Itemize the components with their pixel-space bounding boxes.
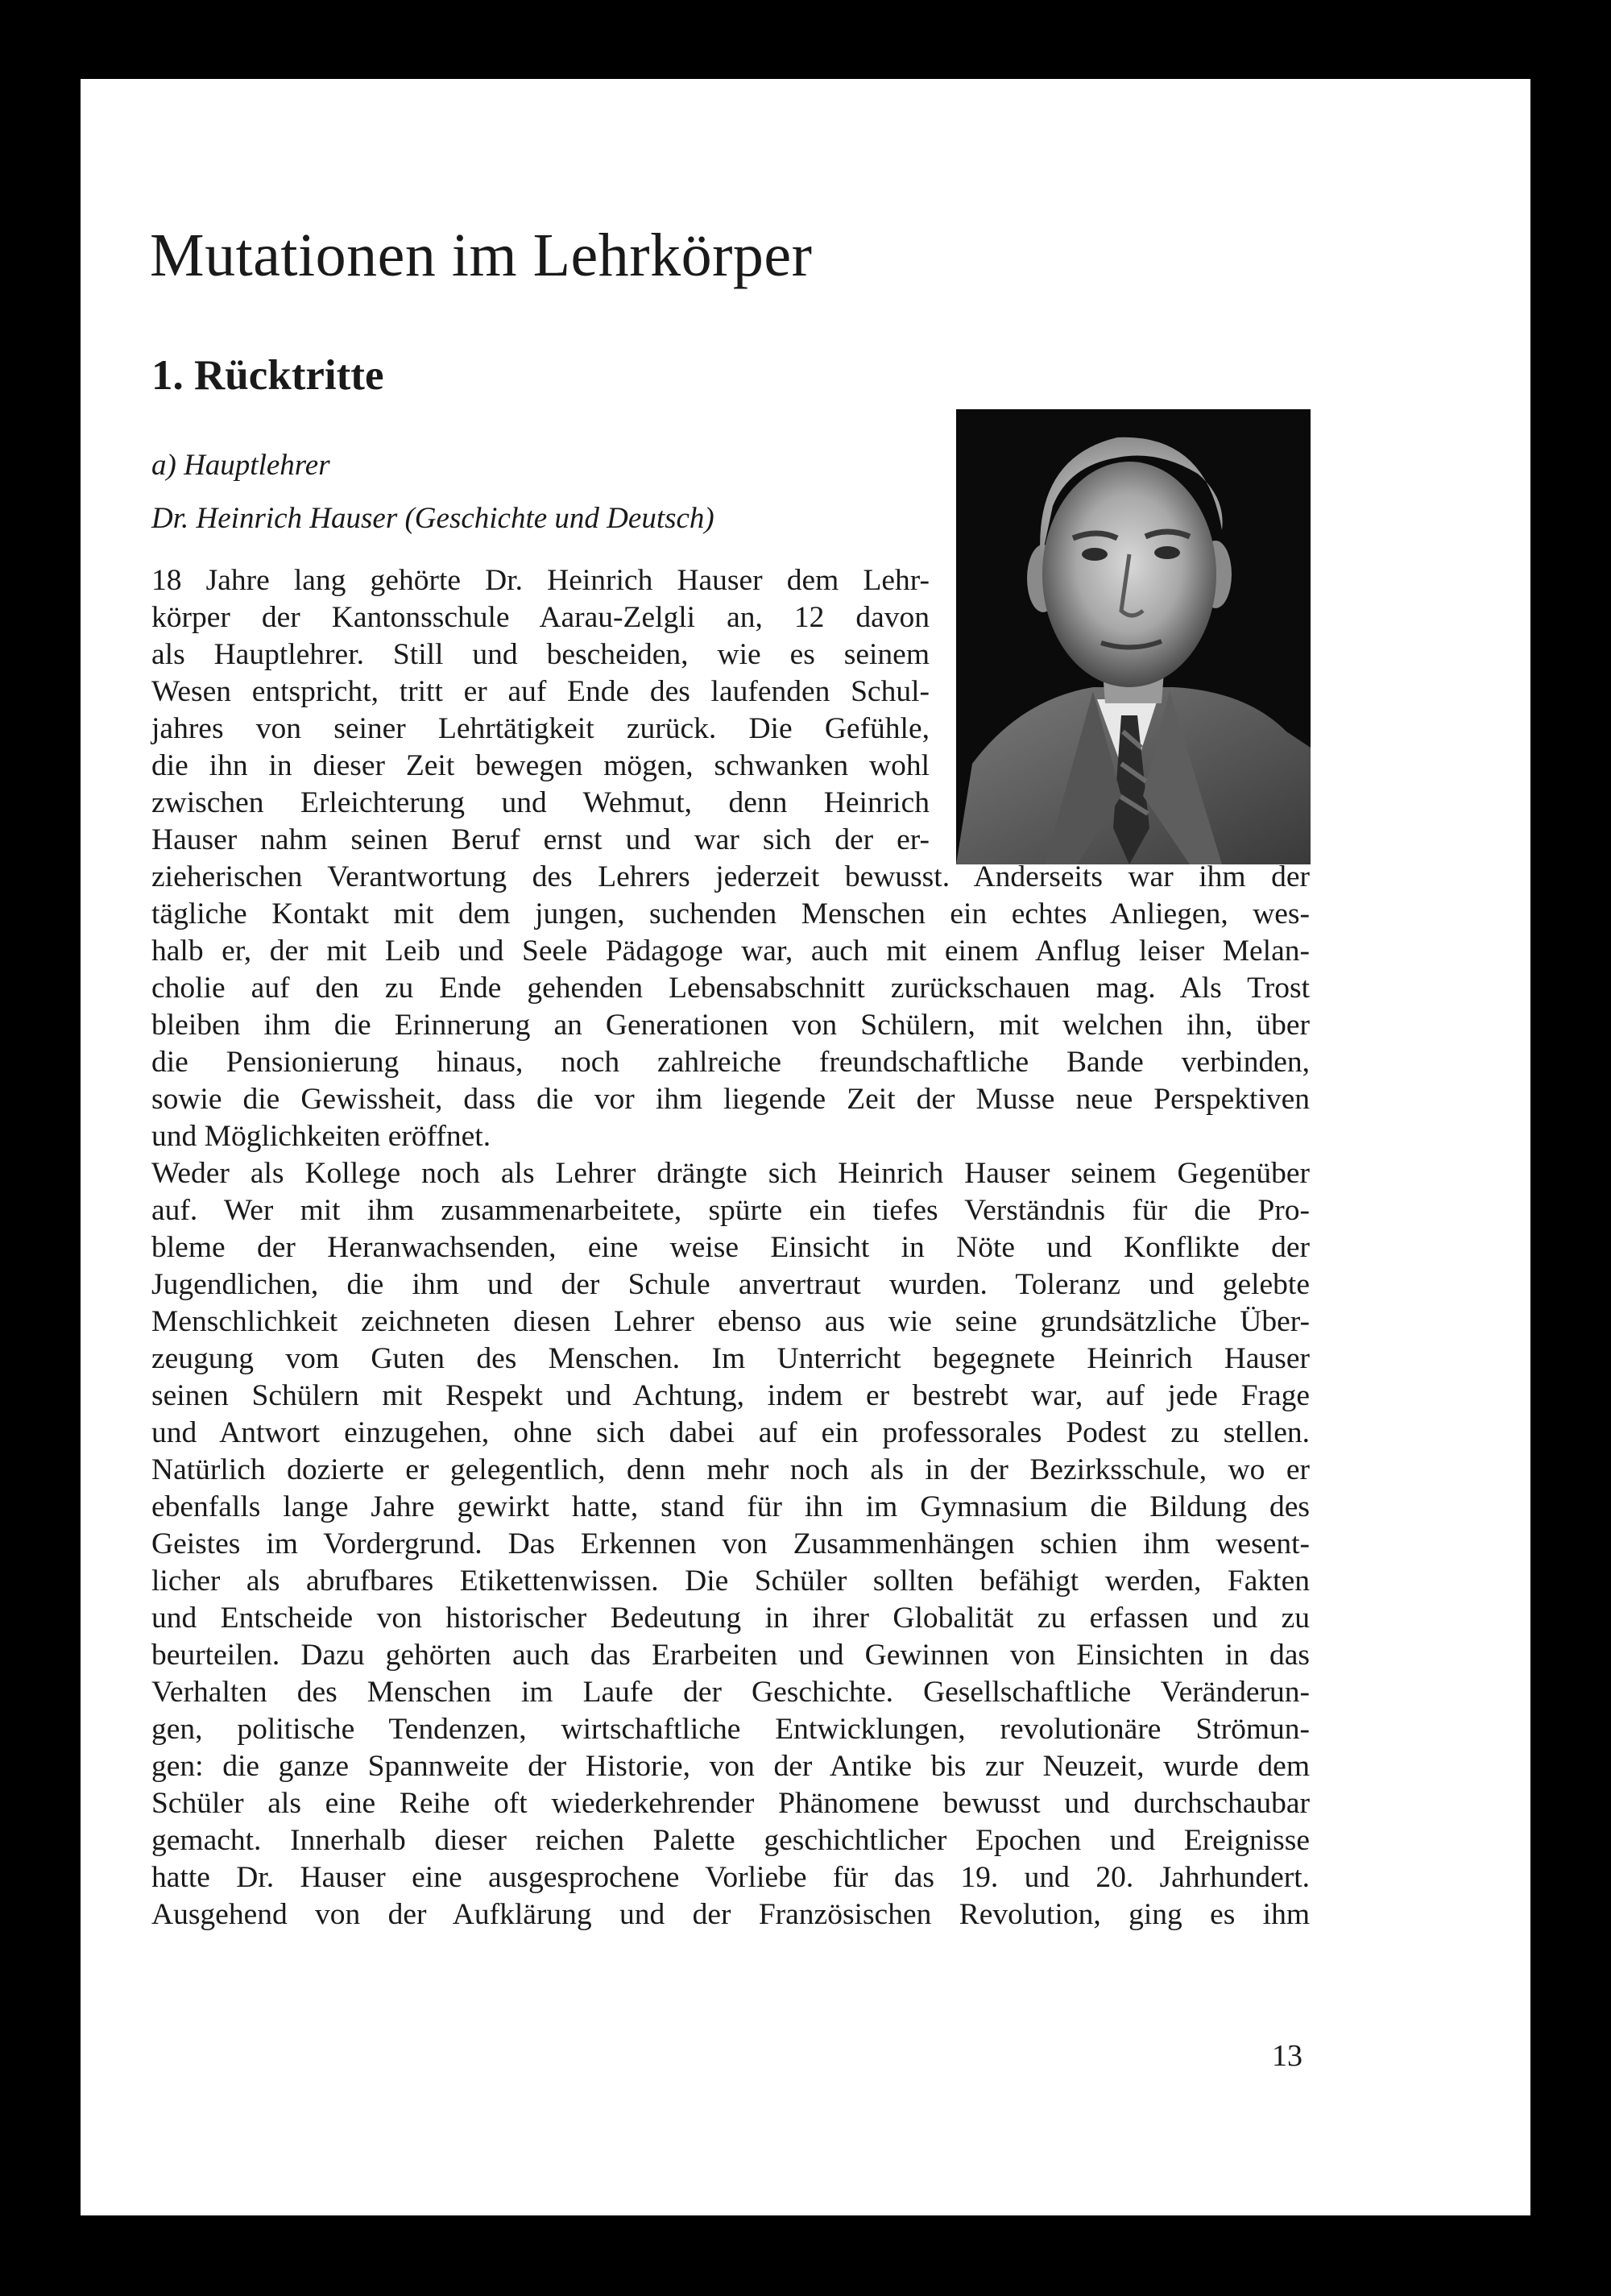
document-page [81, 79, 1530, 2215]
text-line: Menschlichkeit zeichneten diesen Lehrer ebenso aus wie seine grundsätzliche Über- [151, 1305, 1310, 1338]
text-line: jahres von seiner Lehrtätigkeit zurück. Die Gefühle, [151, 712, 930, 745]
text-line: ebenfalls lange Jahre gewirkt hatte, stand für ihn im Gymnasium die Bildung des [151, 1490, 1310, 1523]
text-line: und Entscheide von historischer Bedeutung in ihrer Globalität zu erfassen und zu [151, 1602, 1310, 1635]
section-heading: 1. Rücktritte [151, 352, 384, 399]
page-title: Mutationen im Lehrkörper [150, 222, 813, 289]
article-body [151, 562, 1310, 1933]
text-line: seinen Schülern mit Respekt und Achtung, indem er bestrebt war, auf jede Frage [151, 1379, 1310, 1412]
person-heading: Dr. Heinrich Hauser (Geschichte und Deutsch) [151, 502, 714, 535]
text-line: zieherischen Verantwortung des Lehrers jederzeit bewusst. Anderseits war ihm der [151, 860, 1310, 893]
text-line: sowie die Gewissheit, dass die vor ihm liegende Zeit der Musse neue Perspektiven [151, 1083, 1310, 1116]
text-line: die ihn in dieser Zeit bewegen mögen, schwanken wohl [151, 749, 930, 782]
text-line: licher als abrufbares Etikettenwissen. Die Schüler sollten befähigt werden, Fakten [151, 1565, 1310, 1598]
text-line: Weder als Kollege noch als Lehrer drängte sich Heinrich Hauser seinem Gegenüber [151, 1157, 1310, 1190]
text-line: 18 Jahre lang gehörte Dr. Heinrich Hauser dem Lehr- [151, 564, 930, 597]
text-line: zeugung vom Guten des Menschen. Im Unterricht begegnete Heinrich Hauser [151, 1342, 1310, 1375]
subsection-heading: a) Hauptlehrer [151, 449, 330, 482]
text-line: gemacht. Innerhalb dieser reichen Palette geschichtlicher Epochen und Ereignisse [151, 1824, 1310, 1857]
text-line: und Möglichkeiten eröffnet. [151, 1120, 491, 1153]
text-line: Jugendlichen, die ihm und der Schule anvertraut wurden. Toleranz und gelebte [151, 1268, 1310, 1301]
text-line: Schüler als eine Reihe oft wiederkehrender Phänomene bewusst und durchschaubar [151, 1787, 1310, 1820]
text-line: hatte Dr. Hauser eine ausgesprochene Vorliebe für das 19. und 20. Jahrhundert. [151, 1861, 1310, 1894]
text-line: bleme der Heranwachsenden, eine weise Einsicht in Nöte und Konflikte der [151, 1231, 1310, 1264]
text-line: Ausgehend von der Aufklärung und der Französischen Revolution, ging es ihm [151, 1898, 1310, 1931]
text-line: zwischen Erleichterung und Wehmut, denn Heinrich [151, 786, 930, 819]
text-line: Geistes im Vordergrund. Das Erkennen von Zusammenhängen schien ihm wesent- [151, 1527, 1310, 1560]
text-line: beurteilen. Dazu gehörten auch das Erarbeiten und Gewinnen von Einsichten in das [151, 1639, 1310, 1672]
text-line: cholie auf den zu Ende gehenden Lebensabschnitt zurückschauen mag. Als Trost [151, 972, 1310, 1005]
text-line: als Hauptlehrer. Still und bescheiden, wie es seinem [151, 638, 930, 671]
text-line: tägliche Kontakt mit dem jungen, suchenden Menschen ein echtes Anliegen, wes- [151, 897, 1310, 930]
text-line: halb er, der mit Leib und Seele Pädagoge war, auch mit einem Anflug leiser Melan- [151, 935, 1310, 968]
text-line: auf. Wer mit ihm zusammenarbeitete, spürte ein tiefes Verständnis für die Pro- [151, 1194, 1310, 1227]
text-line: Hauser nahm seinen Beruf ernst und war sich der er- [151, 823, 930, 856]
text-line: bleiben ihm die Erinnerung an Generationen von Schülern, mit welchen ihn, über [151, 1009, 1310, 1042]
text-line: Verhalten des Menschen im Laufe der Geschichte. Gesellschaftliche Veränderun- [151, 1676, 1310, 1709]
text-line: körper der Kantonsschule Aarau-Zelgli an, 12 davon [151, 601, 930, 634]
text-line: die Pensionierung hinaus, noch zahlreiche freundschaftliche Bande verbinden, [151, 1046, 1310, 1079]
text-line: gen: die ganze Spannweite der Historie, von der Antike bis zur Neuzeit, wurde dem [151, 1750, 1310, 1783]
text-line: Natürlich dozierte er gelegentlich, denn mehr noch als in der Bezirksschule, wo er [151, 1453, 1310, 1486]
text-line: und Antwort einzugehen, ohne sich dabei auf ein professorales Podest zu stellen. [151, 1416, 1310, 1449]
page-number: 13 [1272, 2039, 1302, 2073]
text-line: gen, politische Tendenzen, wirtschaftliche Entwicklungen, revolutionäre Strömun- [151, 1713, 1310, 1746]
text-line: Wesen entspricht, tritt er auf Ende des laufenden Schul- [151, 675, 930, 708]
